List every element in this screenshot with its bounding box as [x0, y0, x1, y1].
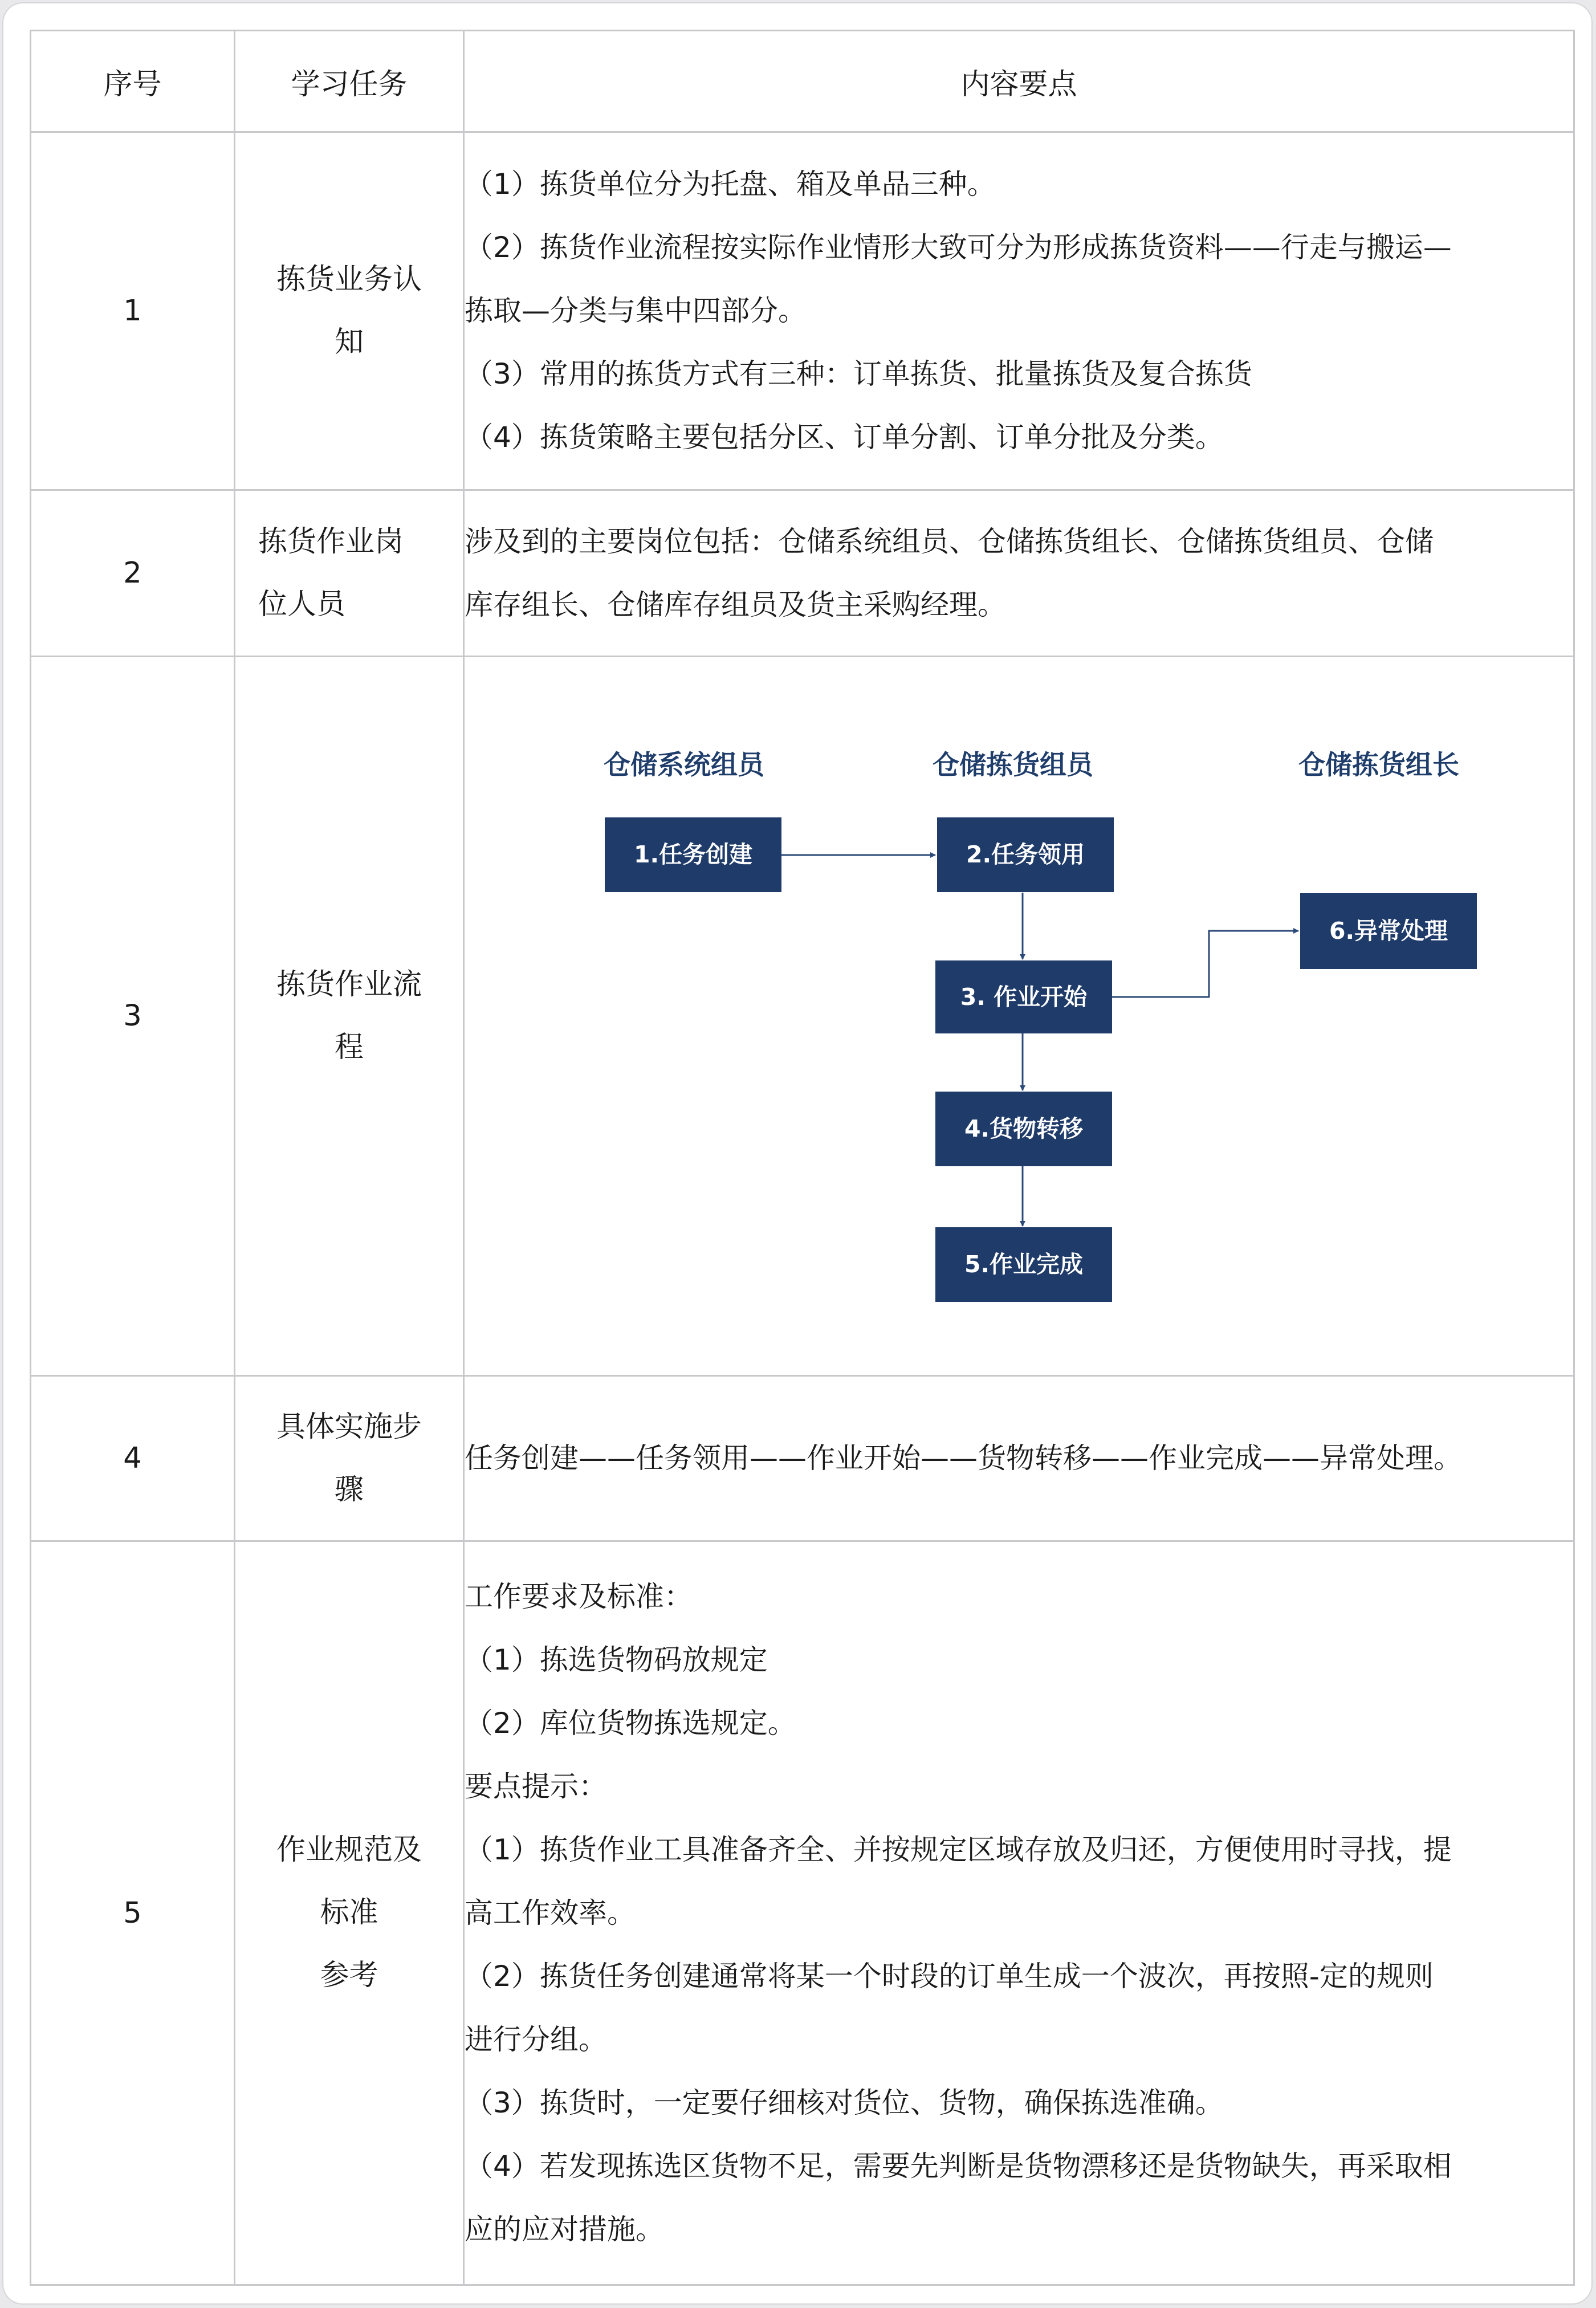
lane-picking-leader: 仓储拣货组长 — [1298, 750, 1459, 781]
step-5-work-complete — [935, 1227, 1112, 1302]
row-task — [235, 1541, 464, 2285]
row-number: 1 — [31, 132, 235, 490]
table-header-row — [31, 31, 1574, 132]
content-line: 应的应对措施。 — [465, 2212, 664, 2246]
flow-diagram-cell — [464, 657, 1574, 1376]
row-content — [464, 490, 1574, 657]
content-line: （1）拣货单位分为托盘、箱及单品三种。 — [465, 168, 996, 201]
task-line: 位人员 — [258, 587, 346, 621]
step-label: 5.作业完成 — [964, 1251, 1084, 1278]
task-line: 知 — [334, 325, 364, 359]
header-no: 序号 — [31, 31, 235, 132]
row-task — [235, 1376, 464, 1541]
row-number: 4 — [31, 1376, 235, 1541]
row-number: 3 — [31, 657, 235, 1376]
content-line: （2）库位货物拣选规定。 — [465, 1706, 796, 1740]
task-table — [30, 30, 1575, 2286]
content-line: 工作要求及标准： — [465, 1580, 693, 1613]
content-line: 库存组长、仓储库存组员及货主采购经理。 — [465, 588, 1006, 621]
table-row — [31, 657, 1574, 1376]
content-line: （2）拣货任务创建通常将某一个时段的订单生成一个波次，再按照-定的规则 — [465, 1959, 1434, 1993]
task-line: 拣货作业岗 — [258, 524, 404, 559]
table-row — [31, 1376, 1574, 1541]
task-line: 拣货作业流 — [276, 967, 422, 1002]
header-task: 学习任务 — [235, 31, 464, 132]
content-line: （1）拣货作业工具准备齐全、并按规定区域存放及归还，方便使用时寻找，提 — [465, 1833, 1452, 1866]
step-3-work-start — [935, 960, 1112, 1033]
step-4-goods-transfer — [935, 1092, 1112, 1166]
step-label: 2.任务领用 — [966, 841, 1085, 868]
row-task — [235, 490, 464, 657]
task-line: 标准 — [320, 1896, 378, 1930]
row-number: 2 — [31, 490, 235, 657]
lane-system-member: 仓储系统组员 — [604, 750, 764, 781]
table-row — [31, 490, 1574, 657]
content-line: （4）若发现拣选区货物不足，需要先判断是货物漂移还是货物缺失，再采取相 — [465, 2149, 1452, 2183]
table-row — [31, 1541, 1574, 2285]
task-line: 参考 — [320, 1959, 378, 1992]
table-row — [31, 132, 1574, 490]
step-1-task-create — [605, 817, 781, 892]
task-line: 程 — [334, 1030, 364, 1064]
task-line: 作业规范及 — [276, 1833, 422, 1867]
step-6-exception-handling — [1300, 893, 1477, 969]
content-line: （3）拣货时，一定要仔细核对货位、货物，确保拣选准确。 — [465, 2086, 1224, 2119]
row-task — [235, 132, 464, 490]
content-line: 拣取—分类与集中四部分。 — [465, 294, 807, 327]
arrow-3-6 — [1112, 931, 1298, 997]
row-content — [464, 1541, 1574, 2285]
header-content: 内容要点 — [464, 31, 1574, 132]
task-line: 骤 — [334, 1472, 364, 1507]
step-label: 3. 作业开始 — [960, 983, 1088, 1011]
content-line: 进行分组。 — [465, 2022, 607, 2056]
content-line: 涉及到的主要岗位包括：仓储系统组员、仓储拣货组长、仓储拣货组员、仓储 — [465, 524, 1434, 558]
row-task — [235, 657, 464, 1376]
step-label: 1.任务创建 — [633, 841, 753, 868]
content-line: （2）拣货作业流程按实际作业情形大致可分为形成拣货资料——行走与搬运— — [465, 231, 1452, 264]
document-card — [2, 2, 1593, 2305]
step-2-task-claim — [937, 817, 1114, 892]
task-line: 拣货业务认 — [276, 262, 422, 296]
row-content — [464, 132, 1574, 490]
content-line: 高工作效率。 — [465, 1896, 636, 1930]
task-line: 具体实施步 — [276, 1410, 422, 1444]
content-line: （1）拣选货物码放规定 — [465, 1643, 768, 1676]
step-label: 4.货物转移 — [964, 1115, 1084, 1142]
content-line: （3）常用的拣货方式有三种：订单拣货、批量拣货及复合拣货 — [465, 357, 1252, 390]
picking-flow-diagram — [465, 657, 1573, 1375]
lane-picking-member: 仓储拣货组员 — [933, 750, 1093, 781]
step-label: 6.异常处理 — [1329, 917, 1448, 945]
content-line: 任务创建——任务领用——作业开始——货物转移——作业完成——异常处理。 — [465, 1442, 1462, 1475]
content-line: （4）拣货策略主要包括分区、订单分割、订单分批及分类。 — [465, 421, 1224, 454]
row-number: 5 — [31, 1541, 235, 2285]
row-content — [464, 1376, 1574, 1541]
content-line: 要点提示： — [465, 1769, 607, 1803]
